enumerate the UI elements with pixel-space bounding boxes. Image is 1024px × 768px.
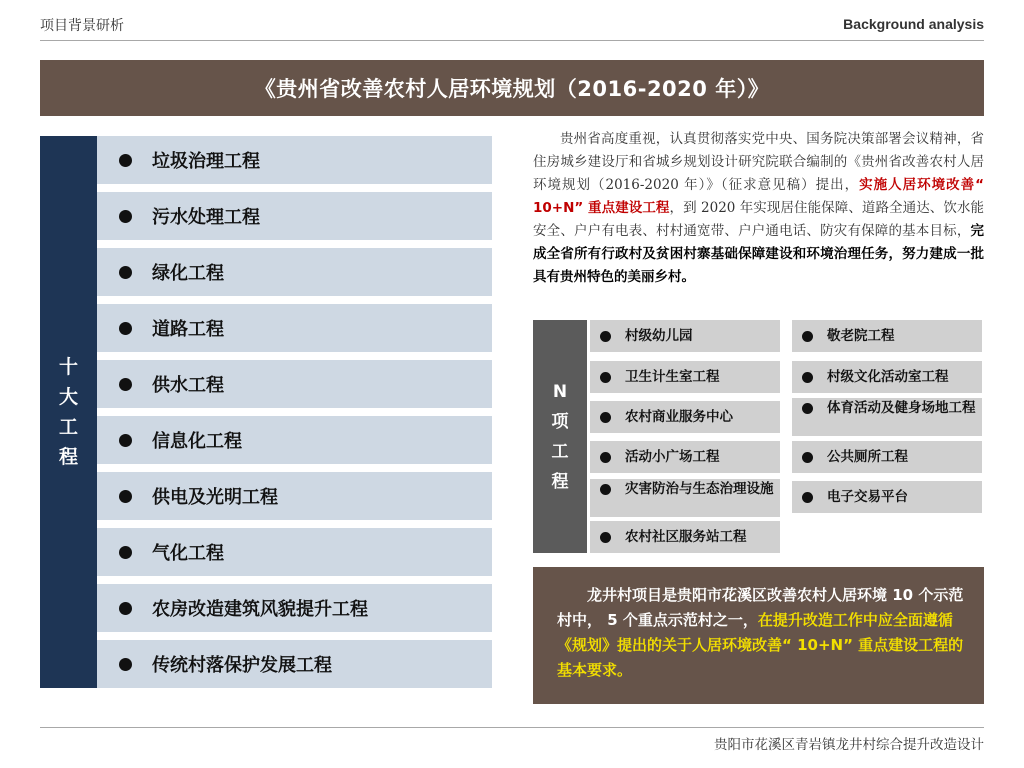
bullet-icon — [119, 378, 132, 391]
bullet-icon — [600, 452, 611, 463]
bullet-icon — [600, 412, 611, 423]
list-item: 供水工程 — [97, 360, 492, 408]
label-char: 十 — [58, 356, 78, 378]
n-project-item: 活动小广场工程 — [590, 441, 780, 473]
list-item: 供电及光明工程 — [97, 472, 492, 520]
bullet-icon — [802, 372, 813, 383]
bullet-icon — [119, 546, 132, 559]
list-item: 垃圾治理工程 — [97, 136, 492, 184]
bullet-icon — [802, 331, 813, 342]
footer-project-name: 贵阳市花溪区青岩镇龙井村综合提升改造设计 — [714, 737, 984, 753]
section-label: 项目背景研析 — [40, 18, 124, 34]
n-project-item: 灾害防治与生态治理设施 — [590, 479, 780, 517]
summary-box: 龙井村项目是贵阳市花溪区改善农村人居环境 10 个示范村中， 5 个重点示范村之一，在提升改造工作中应全面遵循《规划》提出的关于人居环境改善“ 10+N” 重点建设工程的基本要求。 — [533, 567, 984, 704]
bullet-icon — [802, 492, 813, 503]
bullet-icon — [119, 490, 132, 503]
n-project-item: 卫生计生室工程 — [590, 361, 780, 393]
highlight-text: 在提升改造工作中应全面遵循《规划》提出的关于人居环境改善“ 10+N” 重点建设工程的基本要求。 — [557, 611, 964, 679]
label-char: 工 — [58, 416, 78, 438]
bullet-icon — [119, 434, 132, 447]
header-divider — [40, 40, 984, 41]
list-item: 农房改造建筑风貌提升工程 — [97, 584, 492, 632]
n-projects-label — [533, 320, 587, 553]
bullet-icon — [119, 154, 132, 167]
bullet-icon — [600, 331, 611, 342]
ten-projects-label — [40, 136, 97, 688]
n-project-item: 体育活动及健身场地工程 — [792, 398, 982, 436]
ten-projects-list — [97, 136, 492, 696]
bullet-icon — [119, 658, 132, 671]
list-item: 道路工程 — [97, 304, 492, 352]
bullet-icon — [119, 210, 132, 223]
list-item: 气化工程 — [97, 528, 492, 576]
bullet-icon — [600, 372, 611, 383]
bullet-icon — [802, 403, 813, 414]
page-title: 《贵州省改善农村人居环境规划（2016-2020 年）》 — [40, 60, 984, 116]
n-project-item: 农村社区服务站工程 — [590, 521, 780, 553]
list-item: 信息化工程 — [97, 416, 492, 464]
highlight-text: 实施人居环境改善“ 10+N” 重点建设工程 — [533, 177, 984, 216]
background-paragraph: 贵州省高度重视，认真贯彻落实党中央、国务院决策部署会议精神，省住房城乡建设厅和省城乡规划设计研究院联合编制的《贵州省改善农村人居环境规划（2016-2020 年）》（征求意见稿）提出，实施人居环境改善“ 10+N” 重点建设工程，到 2020 年实现居住能保障、道路全通达、饮水能安全、户户有电表、村村通宽带、户户通电话、防灾有保障的基本目标，完成全省所有行政村及贫困村寨基础保障建设和环境治理任务，努力建成一批具有贵州特色的美丽乡村。 — [533, 131, 984, 285]
label-char: 程 — [58, 446, 78, 468]
label-char: 大 — [58, 386, 78, 408]
bold-text: 完成全省所有行政村及贫困村寨基础保障建设和环境治理任务，努力建成一批具有贵州特色的美丽乡村。 — [533, 223, 984, 285]
footer-divider — [40, 727, 984, 728]
n-project-item: 公共厕所工程 — [792, 441, 982, 473]
n-project-item: 村级文化活动室工程 — [792, 361, 982, 393]
list-item: 污水处理工程 — [97, 192, 492, 240]
bullet-icon — [119, 322, 132, 335]
n-project-item: 农村商业服务中心 — [590, 401, 780, 433]
label-char: 工 — [551, 441, 569, 462]
bullet-icon — [119, 266, 132, 279]
label-char: 项 — [551, 411, 569, 432]
bullet-icon — [600, 484, 611, 495]
label-char: 程 — [551, 471, 569, 492]
list-item: 绿化工程 — [97, 248, 492, 296]
section-label-en: Background analysis — [843, 16, 984, 32]
bullet-icon — [600, 532, 611, 543]
n-project-item: 敬老院工程 — [792, 320, 982, 352]
n-project-item: 电子交易平台 — [792, 481, 982, 513]
bullet-icon — [119, 602, 132, 615]
list-item: 传统村落保护发展工程 — [97, 640, 492, 688]
bullet-icon — [802, 452, 813, 463]
label-char: N — [552, 381, 568, 402]
n-project-item: 村级幼儿园 — [590, 320, 780, 352]
